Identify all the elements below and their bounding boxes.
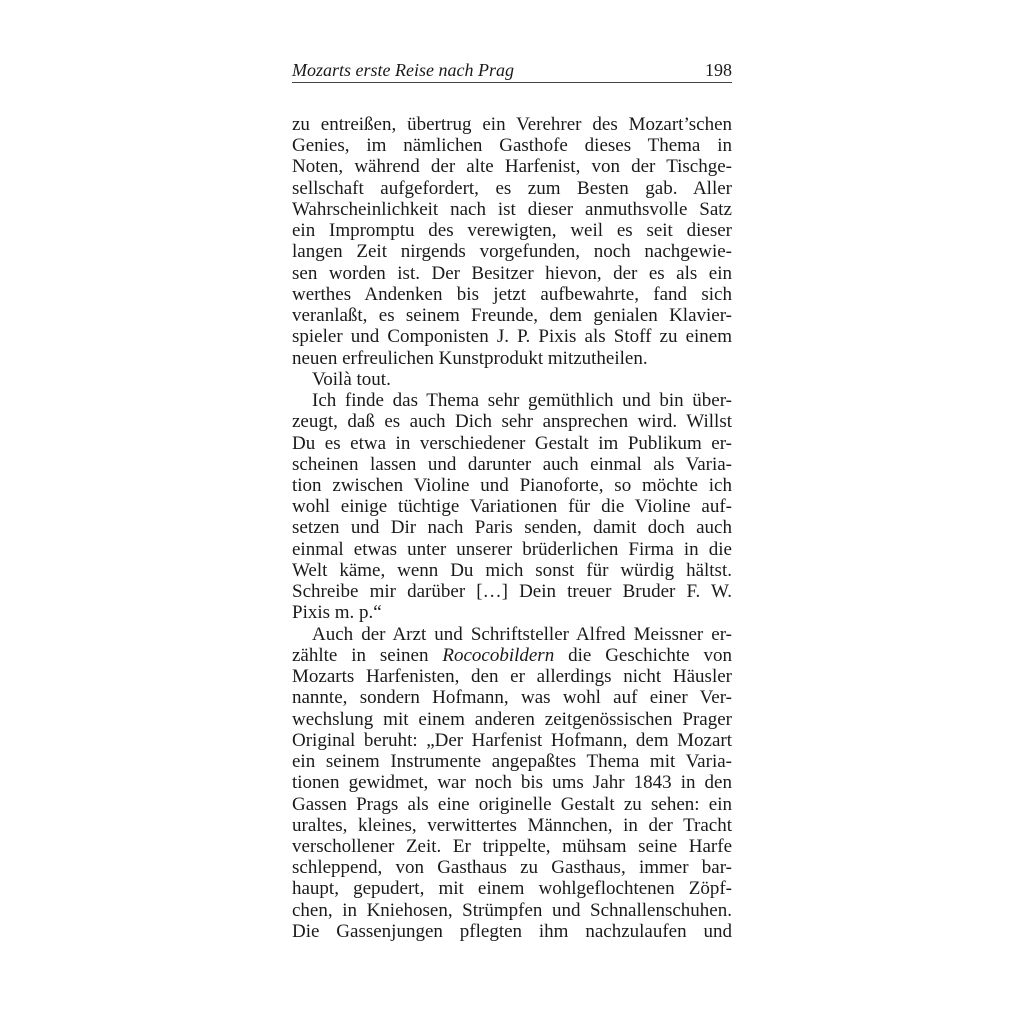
text-line: Ich finde das Thema sehr gemüthlich und bin über-	[312, 390, 732, 412]
text-line: werthes Andenken bis jetzt aufbewahrte, fand sich	[292, 283, 732, 305]
text-line: scheinen lassen und darunter auch einmal als Varia-	[292, 453, 732, 475]
text-line: wohl einige tüchtige Variationen für die Violine auf-	[292, 496, 732, 518]
text-line: Original beruht: „Der Harfenist Hofmann, dem Mozart	[292, 729, 732, 751]
text-line: einmal etwas unter unserer brüderlichen Firma in die	[292, 538, 732, 560]
text-line: zu entreißen, übertrug ein Verehrer des Mozart’schen	[292, 114, 732, 135]
text-line: Mozarts Harfenisten, den er allerdings nicht Häusler	[292, 666, 732, 688]
running-title: Mozarts erste Reise nach Prag	[292, 60, 514, 80]
text-run: die Geschichte von	[554, 644, 732, 666]
text-line: spieler und Componisten J. P. Pixis als Stoff zu einem	[292, 326, 732, 348]
text-line: wechslung mit einem anderen zeitgenössischen Prager	[292, 708, 732, 730]
text-line: setzen und Dir nach Paris senden, damit doch auch	[292, 517, 732, 539]
body-text	[292, 114, 732, 942]
text-line: veranlaßt, es seinem Freunde, dem genialen Klavier-	[292, 305, 732, 327]
text-line	[292, 645, 732, 666]
text-line: tion zwischen Violine und Pianoforte, so möchte ich	[292, 474, 732, 496]
text-line: haupt, gepudert, mit einem wohlgeflochtenen Zöpf-	[292, 878, 732, 900]
text-line: Welt käme, wenn Du mich sonst für würdig hältst.	[292, 559, 732, 581]
text-line: Die Gassenjungen pflegten ihm nachzulaufen und	[292, 920, 732, 942]
text-line: langen Zeit nirgends vorgefunden, noch nachgewie-	[292, 241, 732, 263]
text-line: Du es etwa in verschiedener Gestalt im Publikum er-	[292, 432, 732, 454]
text-line: Schreibe mir darüber […] Dein treuer Bruder F. W.	[292, 581, 732, 603]
text-run: zählte in seinen	[292, 644, 443, 666]
text-line: ein seinem Instrumente angepaßtes Thema mit Varia-	[292, 751, 732, 773]
text-line: Gassen Prags als eine originelle Gestalt zu sehen: ein	[292, 793, 732, 815]
text-line: tionen gewidmet, war noch bis ums Jahr 1843 in den	[292, 772, 732, 794]
running-head	[292, 58, 732, 83]
text-line: uraltes, kleines, verwittertes Männchen, in der Tracht	[292, 814, 732, 836]
text-line: Noten, während der alte Harfenist, von der Tischge-	[292, 156, 732, 178]
book-title-emphasis: Rococobildern	[442, 644, 555, 666]
text-line: ein Impromptu des verewigten, weil es seit dieser	[292, 220, 732, 242]
text-line: Wahrscheinlichkeit nach ist dieser anmuthsvolle Satz	[292, 198, 732, 220]
text-line: Pixis m. p.“	[292, 602, 382, 624]
page-number: 198	[705, 60, 732, 80]
text-line: Voilà tout.	[312, 368, 391, 390]
text-line: nannte, sondern Hofmann, was wohl auf einer Ver-	[292, 687, 732, 709]
text-line: Genies, im nämlichen Gasthofe dieses Thema in	[292, 135, 732, 157]
text-line: chen, in Kniehosen, Strümpfen und Schnallenschuhen.	[292, 899, 732, 921]
text-line: verschollener Zeit. Er trippelte, mühsam seine Harfe	[292, 835, 732, 857]
text-line: zeugt, daß es auch Dich sehr ansprechen wird. Willst	[292, 411, 732, 433]
text-line: sellschaft aufgefordert, es zum Besten gab. Aller	[292, 177, 732, 199]
text-line: Auch der Arzt und Schriftsteller Alfred Meissner er-	[312, 623, 732, 645]
text-line: sen worden ist. Der Besitzer hievon, der es als ein	[292, 262, 732, 284]
text-line: schleppend, von Gasthaus zu Gasthaus, immer bar-	[292, 857, 732, 879]
text-line: neuen erfreulichen Kunstprodukt mitzutheilen.	[292, 347, 648, 369]
